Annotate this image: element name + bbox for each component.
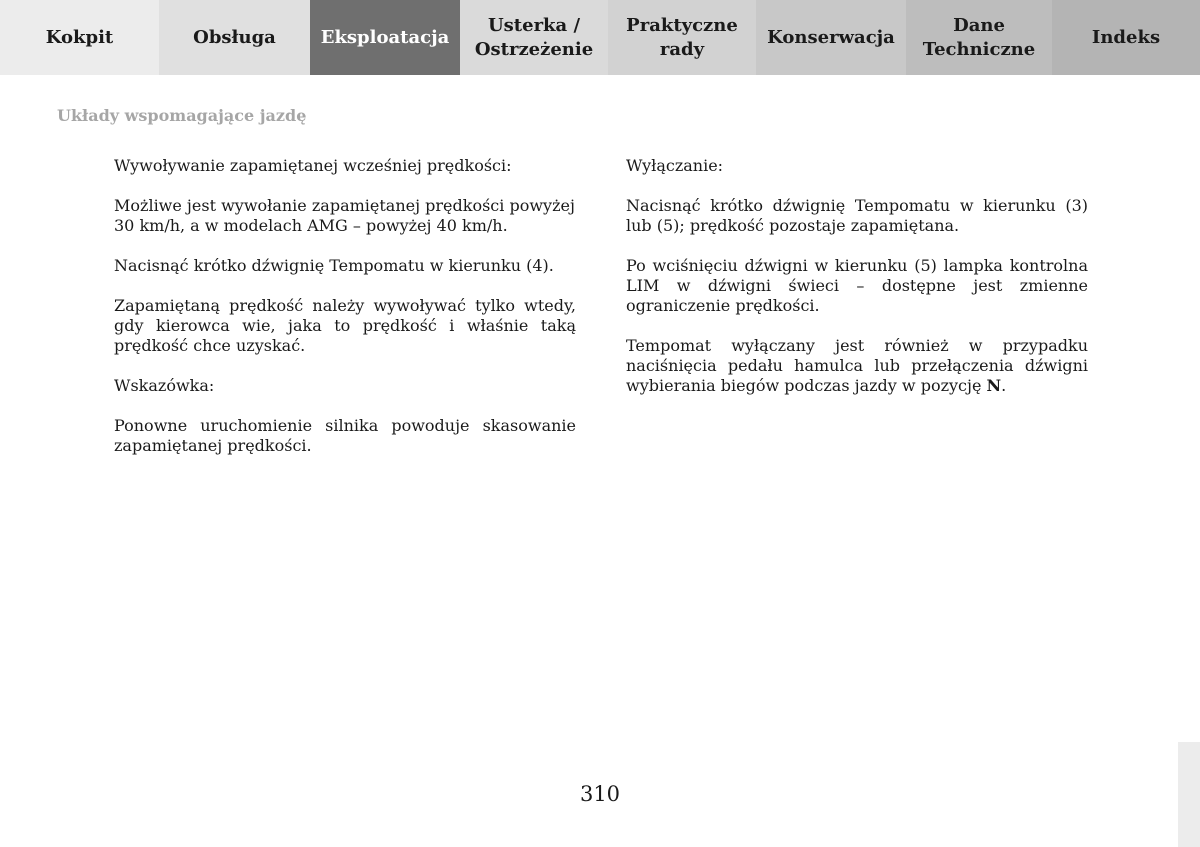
tab-dane-techniczne[interactable] xyxy=(906,0,1052,75)
tab-indeks[interactable] xyxy=(1052,0,1200,75)
note-heading: Wskazówka: xyxy=(114,376,215,395)
recall-heading: Wywoływanie zapamiętanej wcześniej prędkości: xyxy=(114,156,512,175)
page-edge-thumb-tab xyxy=(1178,742,1200,847)
tab-konserwacja-label: Konserwacja xyxy=(767,26,895,48)
tab-praktyczne-rady[interactable] xyxy=(608,0,756,75)
tab-usterka-ostrzezenie[interactable] xyxy=(460,0,608,75)
tab-eksploatacja-label: Eksploatacja xyxy=(320,26,450,48)
tab-dane-techniczne-label: Dane Techniczne xyxy=(922,14,1036,60)
off-also-paragraph xyxy=(626,336,1088,396)
recall-press-paragraph: Nacisnąć krótko dźwignię Tempomatu w kierunku (4). xyxy=(114,256,554,275)
off-heading: Wyłączanie: xyxy=(626,156,724,175)
right-column xyxy=(626,156,1088,416)
tab-obsluga-label: Obsługa xyxy=(193,26,276,48)
note-paragraph: Ponowne uruchomienie silnika powoduje skasowanie zapamiętanej prędkości. xyxy=(114,416,576,455)
tab-praktyczne-rady-label: Praktyczne rady xyxy=(626,14,738,60)
tab-obsluga[interactable] xyxy=(159,0,310,75)
recall-possible-paragraph: Możliwe jest wywołanie zapamiętanej prędkości powyżej 30 km/h, a w modelach AMG – powyżej 40 km/h. xyxy=(114,196,575,235)
tab-eksploatacja[interactable] xyxy=(310,0,460,75)
off-also-text: Tempomat wyłączany jest również w przypadku naciśnięcia pedału hamulca lub przełączenia dźwigni wybierania biegów podczas jazdy w pozycję xyxy=(626,336,1088,395)
off-press-paragraph: Nacisnąć krótko dźwignię Tempomatu w kierunku (3) lub (5); prędkość pozostaje zapamiętana. xyxy=(626,196,1088,235)
tab-indeks-label: Indeks xyxy=(1091,26,1161,48)
gear-position-n: N xyxy=(986,376,1002,395)
tab-usterka-ostrzezenie-label: Usterka / Ostrzeżenie xyxy=(474,14,594,60)
section-title: Układy wspomagające jazdę xyxy=(57,106,307,125)
tab-konserwacja[interactable] xyxy=(756,0,906,75)
tab-kokpit-label: Kokpit xyxy=(45,26,114,48)
off-also-end: . xyxy=(1001,376,1007,395)
left-column xyxy=(114,156,576,476)
chapter-tab-bar xyxy=(0,0,1200,75)
recall-warning-paragraph: Zapamiętaną prędkość należy wywoływać tylko wtedy, gdy kierowca wie, jaka to prędkość i właśnie taką prędkość chce uzyskać. xyxy=(114,296,576,355)
off-lim-paragraph: Po wciśnięciu dźwigni w kierunku (5) lampka kontrolna LIM w dźwigni świeci – dostępne jest zmienne ograniczenie prędkości. xyxy=(626,256,1088,315)
page-number: 310 xyxy=(579,782,621,806)
tab-kokpit[interactable] xyxy=(0,0,159,75)
